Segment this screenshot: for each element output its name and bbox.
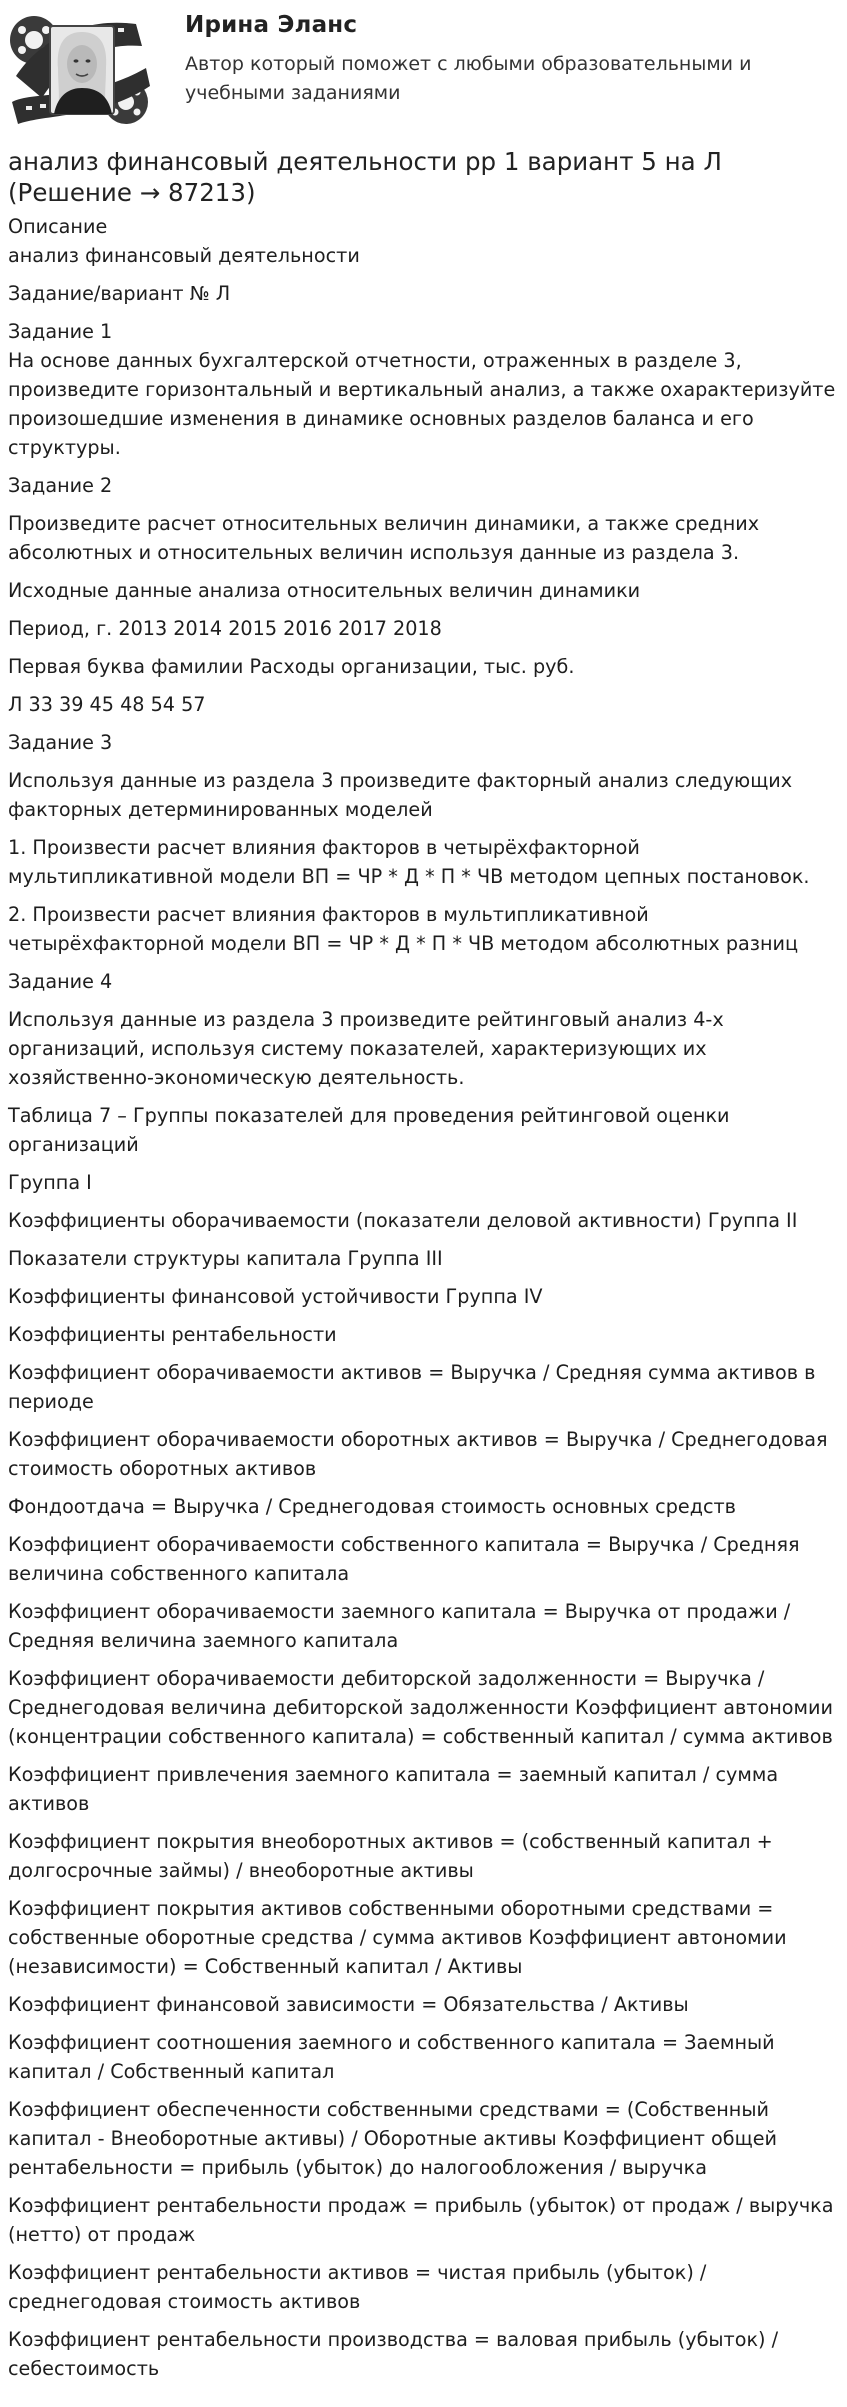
paragraph: Коэффициенты рентабельности [8, 1323, 337, 1346]
paragraph: Л 33 39 45 48 54 57 [8, 693, 206, 716]
paragraph: Коэффициент оборачиваемости заемного капитала = Выручка от продажи / Средняя величина заемного капитала [8, 1600, 791, 1652]
paragraph: Коэффициент привлечения заемного капитала = заемный капитал / сумма активов [8, 1763, 779, 1815]
paragraph: 1. Произвести расчет влияния факторов в четырёхфакторной мультипликативной модели ВП = ЧР * Д * П * ЧВ методом цепных постановок. [8, 836, 810, 888]
task-heading: Задание 4 [8, 970, 113, 993]
paragraph: На основе данных бухгалтерской отчетности, отраженных в разделе 3, произведите горизонтальный и вертикальный анализ, а также охарактеризуйте произошедшие изменения в динамике основных разделов баланса и его структуры. [8, 349, 836, 459]
paragraph: Коэффициент оборачиваемости оборотных активов = Выручка / Среднегодовая стоимость оборотных активов [8, 1428, 828, 1480]
paragraph: Коэффициент рентабельности активов = чистая прибыль (убыток) / среднегодовая стоимость активов [8, 2261, 707, 2313]
paragraph: Используя данные из раздела 3 произведите факторный анализ следующих факторных детерминированных моделей [8, 769, 793, 821]
paragraph: Коэффициент финансовой зависимости = Обязательства / Активы [8, 1993, 689, 2016]
paragraph: Группа I [8, 1171, 92, 1194]
paragraph: Таблица 7 – Группы показателей для проведения рейтинговой оценки организаций [8, 1104, 730, 1156]
page-title: анализ финансовый деятельности рр 1 вариант 5 на Л (Решение → 87213) [8, 147, 722, 207]
task-heading: Задание 1 [8, 320, 113, 343]
paragraph: Коэффициенты финансовой устойчивости Группа IV [8, 1285, 543, 1308]
description-text: анализ финансовый деятельности [8, 244, 360, 267]
paragraph: Коэффициент соотношения заемного и собственного капитала = Заемный капитал / Собственный капитал [8, 2031, 775, 2083]
paragraph: Коэффициент покрытия внеоборотных активов = (собственный капитал + долгосрочные займы) / внеоборотные активы [8, 1830, 773, 1882]
paragraph: Коэффициент оборачиваемости активов = Выручка / Средняя сумма активов в периоде [8, 1361, 816, 1413]
description-heading: Описание [8, 215, 108, 238]
paragraph: Задание/вариант № Л [8, 282, 231, 305]
paragraph: Коэффициенты оборачиваемости (показатели деловой активности) Группа II [8, 1209, 798, 1232]
portrait-filmstrip-avatar-icon[interactable] [6, 6, 154, 132]
author-name[interactable]: Ирина Эланс [185, 12, 358, 38]
author-card [0, 0, 847, 138]
paragraph: Показатели структуры капитала Группа III [8, 1247, 443, 1270]
paragraph: Коэффициент оборачиваемости собственного капитала = Выручка / Средняя величина собственного капитала [8, 1533, 800, 1585]
paragraph: Исходные данные анализа относительных величин динамики [8, 579, 641, 602]
paragraph: Коэффициент оборачиваемости дебиторской задолженности = Выручка / Среднегодовая величина дебиторской задолженности Коэффициент автономии (концентрации собственного капитала) = собственный капитал / сумма активов [8, 1667, 833, 1748]
task-heading: Задание 2 [8, 474, 113, 497]
document-body [8, 212, 838, 2392]
paragraph: Произведите расчет относительных величин динамики, а также средних абсолютных и относительных величин используя данные из раздела 3. [8, 512, 760, 564]
paragraph: Используя данные из раздела 3 произведите рейтинговый анализ 4-х организаций, используя систему показателей, характеризующих их хозяйственно-экономическую деятельность. [8, 1008, 724, 1089]
paragraph: Коэффициент рентабельности производства = валовая прибыль (убыток) / себестоимость [8, 2328, 779, 2380]
paragraph: 2. Произвести расчет влияния факторов в мультипликативной четырёхфакторной модели ВП = ЧР * Д * П * ЧВ методом абсолютных разниц [8, 903, 799, 955]
paragraph: Первая буква фамилии Расходы организации, тыс. руб. [8, 655, 575, 678]
paragraph: Коэффициент обеспеченности собственными средствами = (Собственный капитал - Внеоборотные активы) / Оборотные активы Коэффициент общей рентабельности = прибыль (убыток) до налогообложения / выручка [8, 2098, 777, 2179]
task-heading: Задание 3 [8, 731, 113, 754]
paragraph: Фондоотдача = Выручка / Среднегодовая стоимость основных средств [8, 1495, 736, 1518]
author-description: Автор который поможет с любыми образовательными и учебными заданиями [185, 53, 752, 104]
paragraph: Коэффициент рентабельности продаж = прибыль (убыток) от продаж / выручка (нетто) от продаж [8, 2194, 834, 2246]
paragraph: Коэффициент покрытия активов собственными оборотными средствами = собственные оборотные средства / сумма активов Коэффициент автономии (независимости) = Собственный капитал / Активы [8, 1897, 787, 1978]
paragraph: Период, г. 2013 2014 2015 2016 2017 2018 [8, 617, 442, 640]
